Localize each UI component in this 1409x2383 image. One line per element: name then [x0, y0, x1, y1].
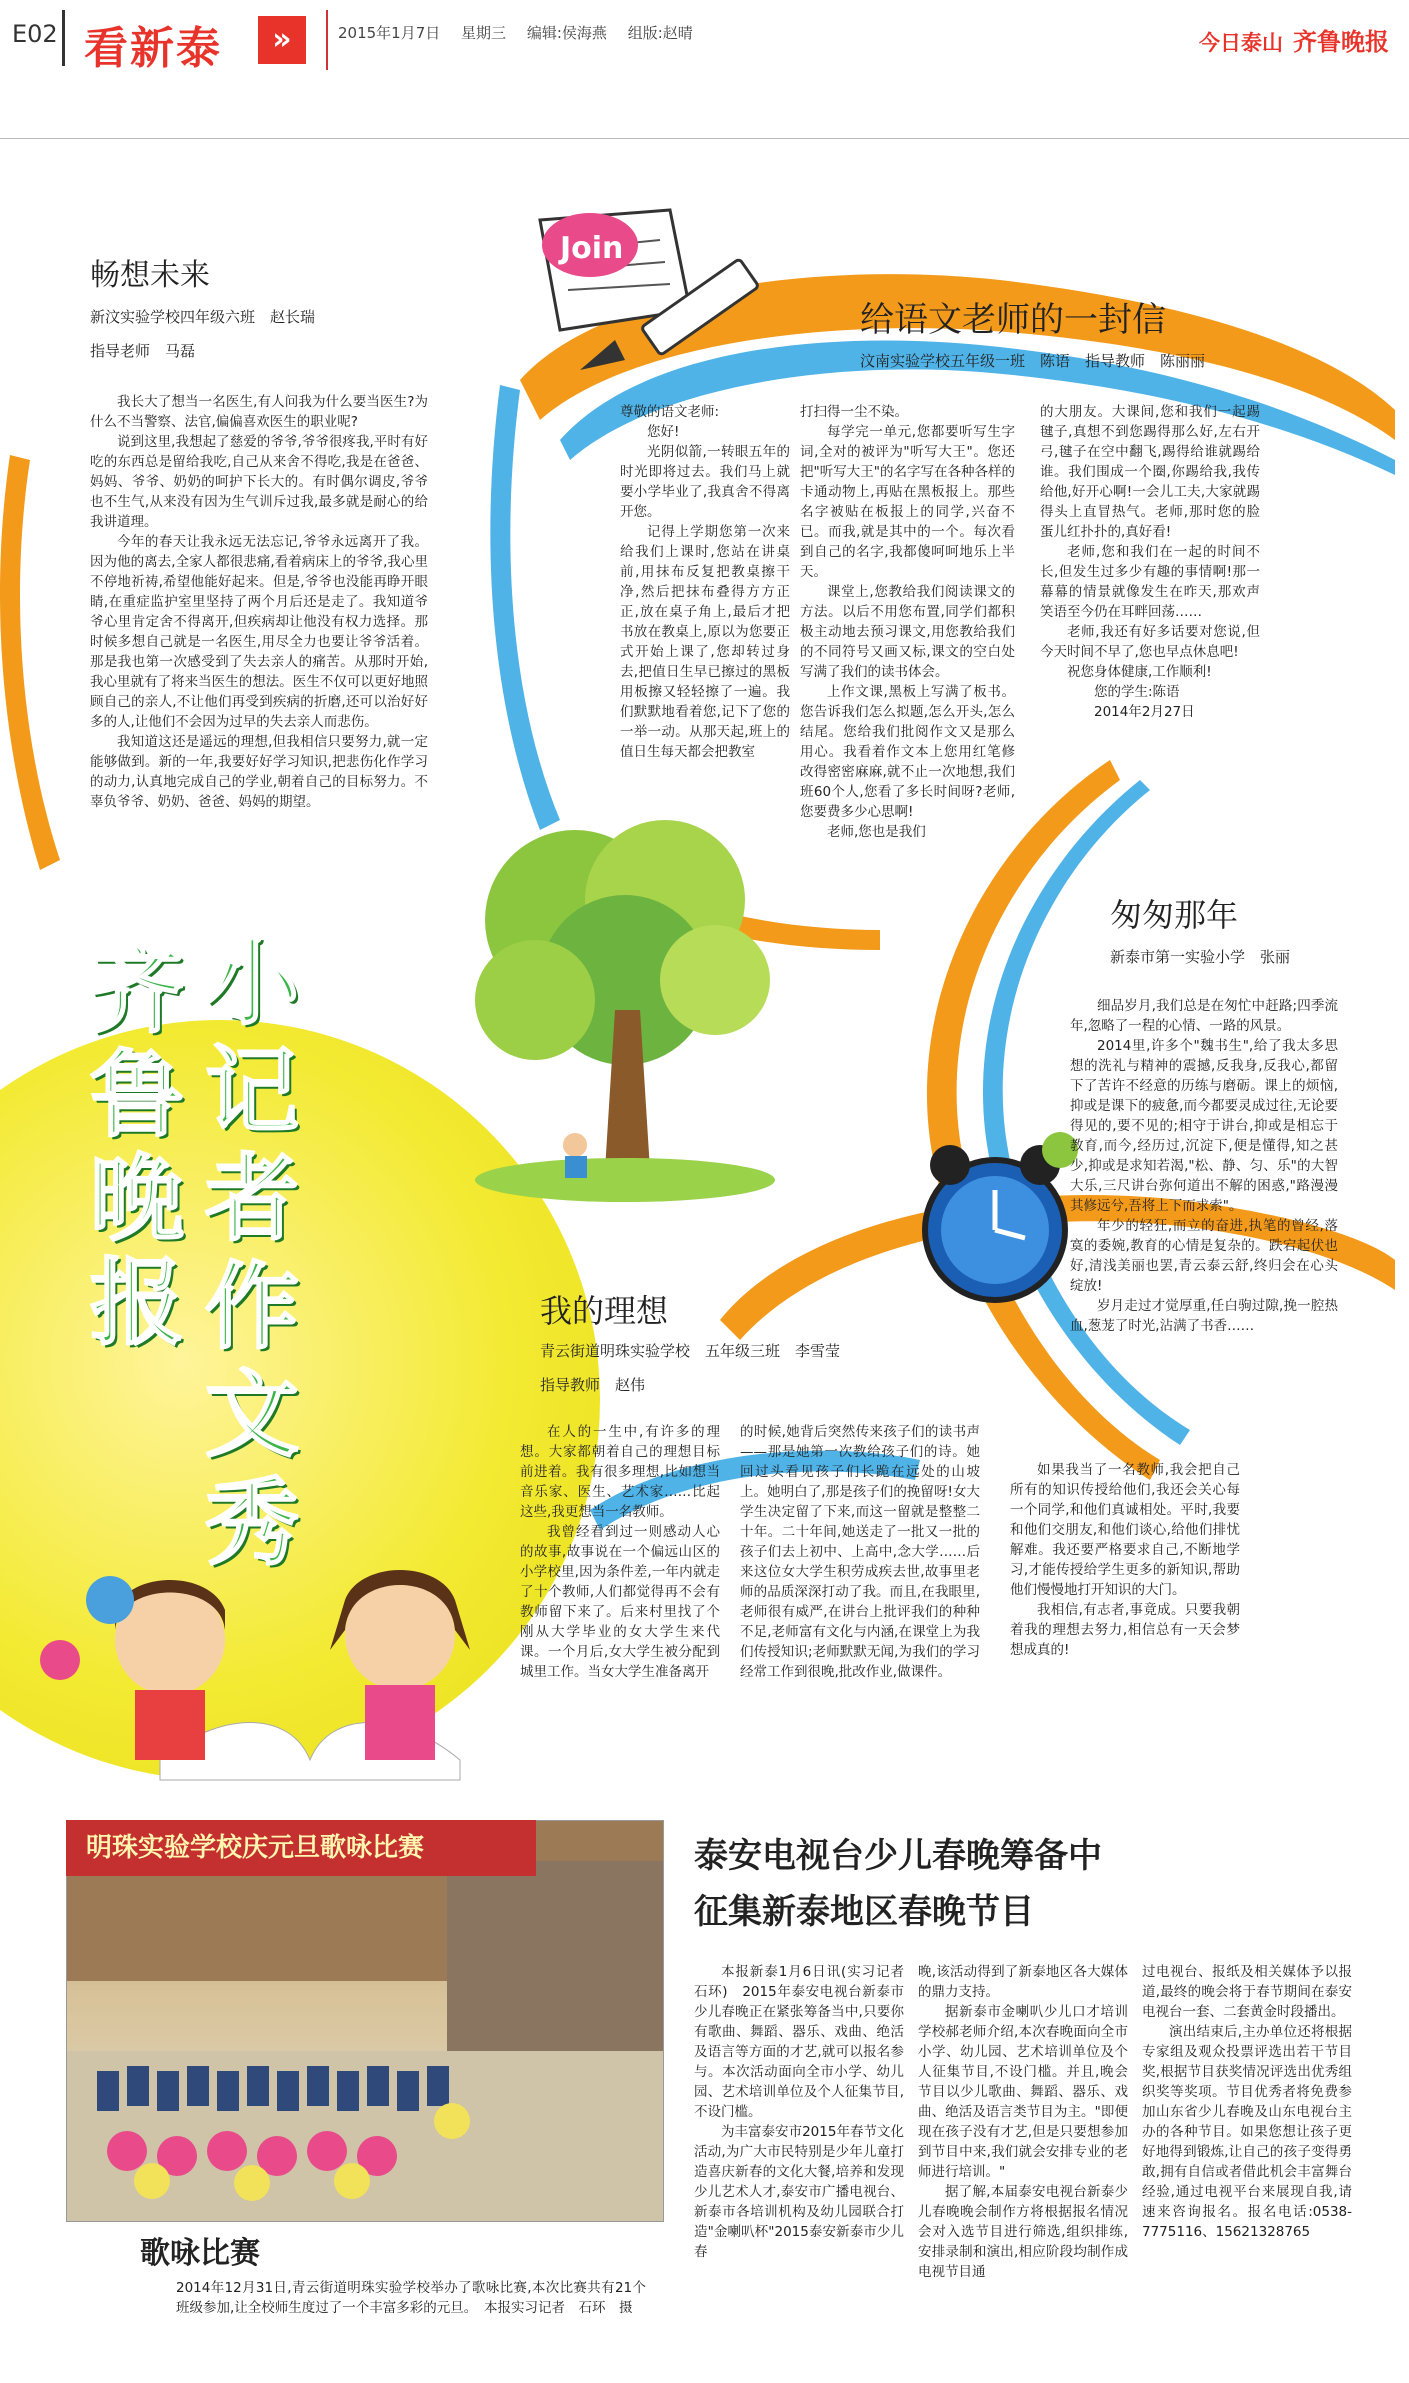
- vertical-title-right-lower: [205, 1362, 315, 1578]
- tree-illustration: [455, 800, 785, 1220]
- article-title: 匆匆那年: [1110, 896, 1239, 934]
- article-byline: 指导教师 赵伟: [540, 1376, 646, 1394]
- vertical-title-right: [205, 930, 315, 1362]
- title-char: 作: [205, 1253, 300, 1362]
- paragraph: 老师,您也是我们: [827, 824, 926, 840]
- issue-weekday: 星期三: [461, 24, 507, 42]
- paragraph: 本报新泰1月6日讯(实习记者 石环) 2015年泰安电视台新泰市少儿春晚正在紧张筹备当中,只要你有歌曲、舞蹈、器乐、戏曲、绝活及语言等方面的才艺,就可以报名参与。本次活动面向全市小学、幼儿园、艺术培训单位及个人征集节目,不设门槛。: [694, 1964, 918, 2120]
- issue-meta: [338, 22, 709, 43]
- title-char: 晚: [90, 1145, 185, 1254]
- paragraph: 演出结束后,主办单位还将根据专家组及观众投票评选出若干节目奖,根据节目获奖情况评选出优秀组织奖等奖项。节目优秀者将免费参加山东省少儿春晚及山东电视台主办的各种节目。如果您想让孩子更好地得到锻炼,让自己的孩子变得勇敢,拥有自信或者借此机会丰富舞台经验,通过电视平台来展现自我,请速来咨询报名。报名电话:0538-7775116、15621328765: [1142, 2024, 1352, 2240]
- photo-scene: [67, 1821, 663, 2221]
- article-byline: 汶南实验学校五年级一班 陈语 指导教师 陈丽丽: [860, 352, 1206, 370]
- paragraph: 今年的春天让我永远无法忘记,爷爷永远离开了我。因为他的离去,全家人都很悲痛,看着病床上的爷爷,我心里不停地祈祷,希望他能好起来。但是,爷爷也没能再睁开眼睛,在重症监护室里坚持了两个月后还是走了。我知道爷爷心里肯定舍不得离开,但疾病却让他没有权力选择。那时候多想自己就是一名医生,用尽全力也要让爷爷活着。那是我也第一次感受到了失去亲人的痛苦。从那时开始,我心里就有了将来当医生的想法。医生不仅可以更好地照顾自己的亲人,不让他们再受到疾病的折磨,还可以治好好多的人,让他们不会因为过早的失去亲人而悲伤。: [90, 534, 428, 730]
- article-body: [90, 392, 428, 812]
- paragraph: 我知道这还是遥远的理想,但我相信只要努力,就一定能够做到。新的一年,我要好好学习知识,把悲伤化作学习的动力,认真地完成自己的学业,朝着自己的目标努力。不辜负爷爷、奶奶、爸爸、妈妈的期望。: [90, 734, 428, 810]
- article-column: [1040, 402, 1260, 722]
- paragraph: 祝您身体健康,工作顺利!: [1067, 664, 1212, 680]
- article-column: [1010, 1460, 1240, 1660]
- paragraph: 每学完一单元,您都要听写生字词,全对的被评为"听写大王"。您还把"听写大王"的名字写在各种各样的卡通动物上,再贴在黑板报上。那些名字被贴在板报上的同学,兴奋不已。而我,就是其中的一个。每次看到自己的名字,我都傻呵呵地乐上半天。: [800, 424, 1015, 580]
- join-pencil-illustration: [520, 200, 780, 400]
- article-column: [740, 1422, 980, 1682]
- paragraph: 我相信,有志者,事竟成。只要我朝着我的理想去努力,相信总有一天会梦想成真的!: [1010, 1602, 1240, 1658]
- paragraph: 据新泰市金喇叭少儿口才培训学校郝老师介绍,本次春晚面向全市小学、幼儿园、艺术培训单位及个人征集节目,不设门槛。并且,晚会节目以少儿歌曲、舞蹈、器乐、戏曲、绝活及语言类节目为主。"即便现在孩子没有才艺,但是只要想参加到节目中来,我们就会安排专业的老师进行培训。": [918, 2004, 1128, 2180]
- title-char: 齐: [90, 937, 185, 1046]
- kids-reading-illustration: [40, 1560, 540, 1790]
- article-title: 畅想未来: [90, 258, 210, 293]
- paragraph: 我长大了想当一名医生,有人问我为什么要当医生?为什么不当警察、法官,偏偏喜欢医生的职业呢?: [90, 394, 428, 430]
- paragraph: 尊敬的语文老师:: [620, 404, 720, 420]
- news-column: [1142, 1962, 1352, 2242]
- page-header: [0, 0, 1409, 74]
- brand-supplement: 今日泰山: [1199, 31, 1283, 55]
- paragraph: 的时候,她背后突然传来孩子们的读书声——那是她第一次教给孩子们的诗。她回过头看见孩子们长跪在远处的山坡上。她明白了,那是孩子们的挽留呀!女大学生决定留了下来,而这一留就是整整二十年。二十年间,她送走了一批又一批的孩子们去上初中、上高中,念大学……后来这位女大学生积劳成疾去世,故事里老师的品质深深打动了我。而且,在我眼里,老师很有威严,在讲台上批评我们的种种不足,老师富有文化与内涵,在课堂上为我们传授知识;老师默默无闻,为我们的学习经常工作到很晚,批改作业,做课件。: [740, 1424, 980, 1680]
- photo-banner: 明珠实验学校庆元旦歌咏比赛: [66, 1820, 536, 1876]
- paragraph: 记得上学期您第一次来给我们上课时,您站在讲桌前,用抹布反复把教桌擦干净,然后把抹布叠得方方正正,放在桌子角上,最后才把书放在教桌上,原以为您要正式开始上课了,您却转过身去,把值日生早已擦过的黑板用板擦又轻轻擦了一遍。我们默默地看着您,记下了您的一举一动。从那天起,班上的值日生每天都会把教室: [620, 524, 790, 760]
- paragraph: 课堂上,您教给我们阅读课文的方法。以后不用您布置,同学们都积极主动地去预习课文,用您教给我们的不同符号又画又标,课文的空白处写满了我们的读书体会。: [800, 584, 1015, 680]
- news-column: [694, 1962, 918, 2262]
- article-body: [1070, 996, 1338, 1336]
- signature: 您的学生:陈语: [1094, 684, 1180, 700]
- paragraph: 如果我当了一名教师,我会把自己所有的知识传授给他们,我还会关心每一个同学,和他们真诚相处。平时,我要和他们交朋友,和他们谈心,给他们排忧解难。我还要严格要求自己,不断地学习,才能传授给学生更多的新知识,帮助他们慢慢地打开知识的大门。: [1010, 1462, 1240, 1598]
- alarm-clock-icon: [900, 1120, 1090, 1320]
- issue-date: 2015年1月7日: [338, 24, 441, 42]
- issue-layout: 组版:赵晴: [627, 24, 693, 42]
- photo-caption: 2014年12月31日,青云街道明珠实验学校举办了歌咏比赛,本次比赛共有21个班级参加,让全校师生度过了一个丰富多彩的元旦。 本报实习记者 石环 摄: [176, 2280, 646, 2316]
- paragraph: 为丰富泰安市2015年春节文化活动,为广大市民特别是少年儿童打造喜庆新春的文化大餐,培养和发现少儿艺术人才,泰安市广播电视台、新泰市各培训机构及幼儿园联合打造"金喇叭杯"2015泰安新泰市少儿春: [694, 2124, 904, 2260]
- title-char: 小: [205, 929, 300, 1038]
- paragraph: 晚,该活动得到了新泰地区各大媒体的鼎力支持。: [918, 1964, 1128, 2000]
- paragraph: 据了解,本届泰安电视台新泰少儿春晚晚会制作方将根据报名情况会对入选节目进行筛选,组织排练,安排录制和演出,相应阶段均制作成电视节目通: [918, 2184, 1128, 2280]
- article-column: [520, 1422, 720, 1682]
- paragraph: 说到这里,我想起了慈爱的爷爷,爷爷很疼我,平时有好吃的东西总是留给我吃,自己从来舍不得吃,我是在爸爸、妈妈、爷爷、奶奶的呵护下长大的。有时偶尔调皮,爷爷也不生气,从来没有因为生气训斥过我,最多就是耐心的给我讲道理。: [90, 434, 428, 530]
- issue-editor: 编辑:侯海燕: [526, 24, 607, 42]
- event-photo: [66, 1820, 664, 2222]
- news-column: [918, 1962, 1128, 2282]
- article-column: [800, 402, 1015, 842]
- title-char: 文: [205, 1361, 300, 1470]
- paragraph: 在人的一生中,有许多的理想。大家都朝着自己的理想目标前进着。我有很多理想,比如想当音乐家、医生、艺术家……比起这些,我更想当一名教师。: [520, 1424, 720, 1520]
- title-char: 秀: [205, 1469, 300, 1578]
- section-title: 看新泰: [84, 23, 222, 74]
- article-title: 我的理想: [540, 1292, 669, 1330]
- photo-title: 歌咏比赛: [140, 2236, 260, 2271]
- header-divider: [62, 10, 65, 66]
- paragraph: 细品岁月,我们总是在匆忙中赶路;四季流年,忽略了一程的心情、一路的风景。: [1070, 998, 1338, 1034]
- paragraph: 老师,我还有好多话要对您说,但今天时间不早了,您也早点休息吧!: [1040, 624, 1260, 660]
- paragraph: 我曾经看到过一则感动人心的故事,故事说在一个偏远山区的小学校里,因为条件差,一年内就走了十个教师,人们都觉得再不会有教师留下来了。后来村里找了个刚从大学毕业的女大学生来代课。一个月后,女大学生被分配到城里工作。当女大学生准备离开: [520, 1524, 720, 1680]
- title-char: 鲁: [90, 1041, 185, 1150]
- article-byline: 青云街道明珠实验学校 五年级三班 李雪莹: [540, 1342, 841, 1360]
- news-headline: 征集新泰地区春晚节目: [694, 1892, 1034, 1932]
- paragraph: 上作文课,黑板上写满了板书。您告诉我们怎么拟题,怎么开头,怎么结尾。您给我们批阅作文又是那么用心。我看着作文本上您用红笔修改得密密麻麻,就不止一次地想,我们班60个人,您看了多长时间呀?老师,您要费多少心思啊!: [800, 684, 1015, 820]
- paragraph: 2014里,许多个"魏书生",给了我太多思想的洗礼与精神的震撼,反我身,反我心,都留下了苦许不经意的历练与磨砺。课上的烦恼,抑或是课下的疲惫,而今都要灵成过往,无论要得见的,要不见的;相守于讲台,抑或是相忘于教育,而今,经历过,沉淀下,便是懂得,知之甚少,抑或是求知若渴,"松、静、匀、乐"的大智大乐,三尺讲台弥何道出不解的困惑,"路漫漫其修远兮,吾将上下而求索"。: [1070, 1038, 1338, 1214]
- paragraph: 过电视台、报纸及相关媒体予以报道,最终的晚会将于春节期间在泰安电视台一套、二套黄金时段播出。: [1142, 1964, 1352, 2020]
- article-byline: 指导老师 马磊: [90, 342, 196, 360]
- title-char: 者: [205, 1145, 300, 1254]
- chevron-right-icon: »: [258, 16, 306, 64]
- title-char: 报: [90, 1249, 185, 1358]
- paragraph: 老师,您和我们在一起的时间不长,但发生过多少有趣的事情啊!那一幕幕的情景就像发生在昨天,那欢声笑语至今仍在耳畔回荡……: [1040, 544, 1260, 620]
- paragraph: 岁月走过才觉厚重,任白驹过隙,挽一腔热血,葱茏了时光,沾满了书香……: [1070, 1298, 1338, 1334]
- paragraph: 光阴似箭,一转眼五年的时光即将过去。我们马上就要小学毕业了,我真舍不得离开您。: [620, 444, 790, 520]
- newspaper-brand: [1199, 22, 1389, 57]
- brand-logo: 齐鲁晚报: [1293, 27, 1389, 56]
- paragraph: 的大朋友。大课间,您和我们一起踢毽子,真想不到您踢得那么好,左右开弓,毽子在空中翻飞,踢得给谁就踢给谁。我们围成一个圈,你踢给我,我传给他,好开心啊!一会儿工夫,大家就踢得头上直冒热气。老师,那时您的脸蛋儿红扑扑的,真好看!: [1040, 404, 1260, 540]
- header-rule: [0, 138, 1409, 139]
- paragraph: 您好!: [647, 424, 680, 440]
- join-badge-text: Join: [560, 231, 624, 266]
- news-headline: 泰安电视台少儿春晚筹备中: [694, 1836, 1102, 1876]
- article-byline: 新泰市第一实验小学 张丽: [1110, 948, 1291, 966]
- vertical-title-left: [90, 937, 190, 1358]
- title-char: 记: [205, 1037, 300, 1146]
- article-title: 给语文老师的一封信: [860, 300, 1166, 340]
- letter-date: 2014年2月27日: [1094, 704, 1195, 720]
- article-byline: 新汶实验学校四年级六班 赵长瑞: [90, 308, 316, 326]
- page-number: E02: [12, 20, 58, 48]
- header-divider: [326, 10, 328, 70]
- paragraph: 打扫得一尘不染。: [800, 404, 908, 420]
- article-column: [620, 402, 790, 762]
- paragraph: 年少的轻狂,而立的奋进,执笔的曾经,落寞的委婉,教育的心情是复杂的。跌宕起伏也好,清浅美丽也罢,青云泰云舒,终归会在心头绽放!: [1070, 1218, 1338, 1294]
